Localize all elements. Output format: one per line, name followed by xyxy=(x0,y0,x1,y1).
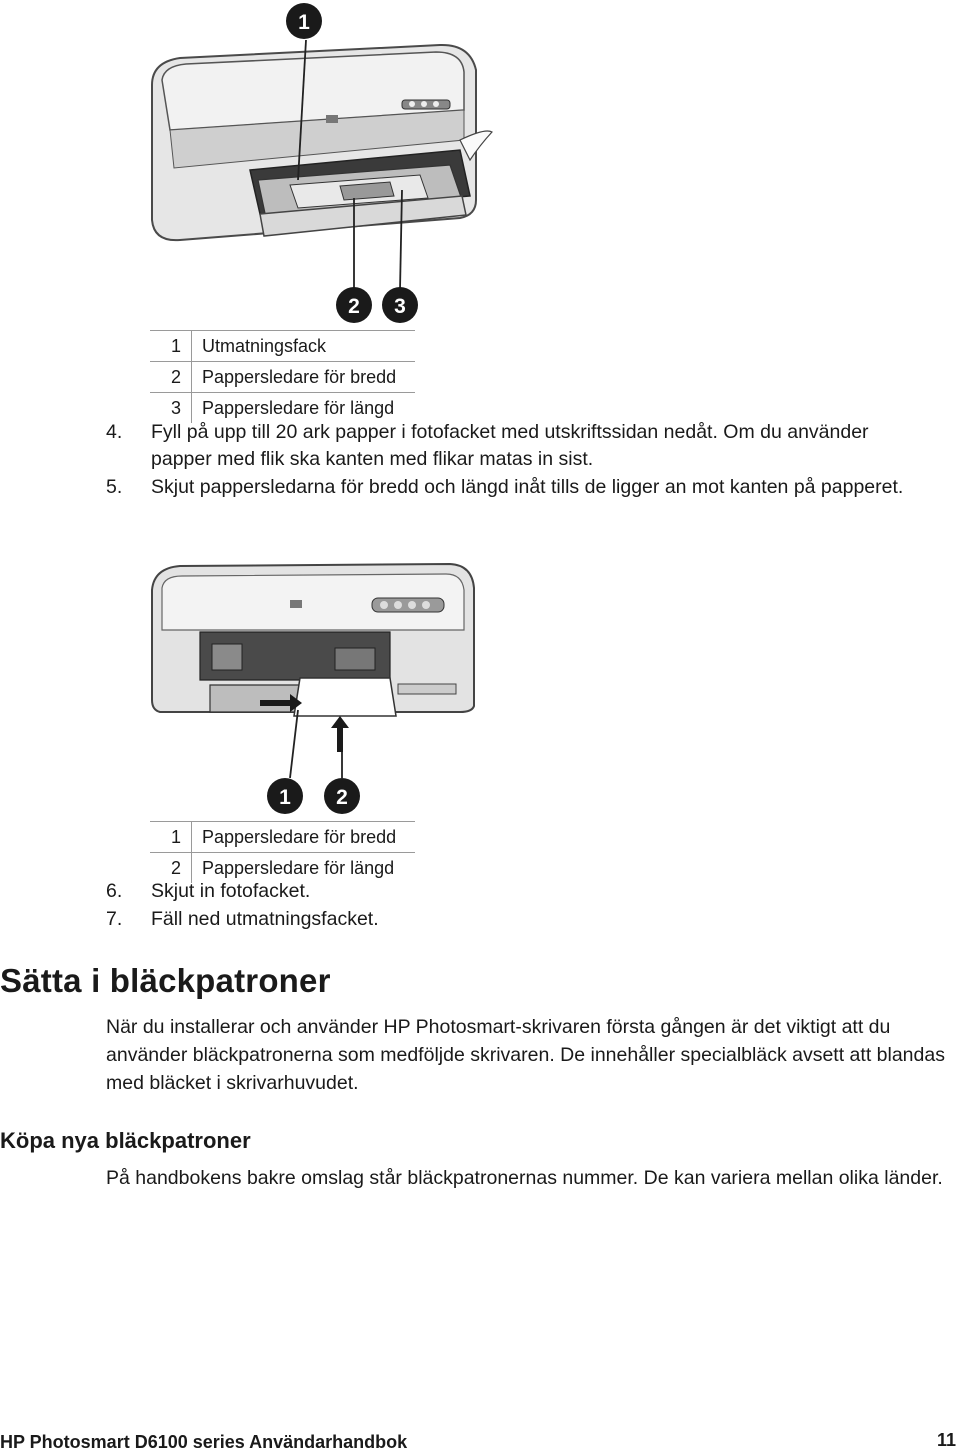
callout-1 xyxy=(267,778,303,814)
step-item xyxy=(106,878,926,906)
callout-2 xyxy=(336,287,372,323)
step-text: Fyll på upp till 20 ark papper i fotofacket med utskriftssidan nedåt. Om du använder papper med flik ska kanten med flikar matas in sist. xyxy=(151,421,869,470)
legend-label: Pappersledare för bredd xyxy=(192,362,416,393)
subsection-paragraph: På handbokens bakre omslag står bläckpatronernas nummer. De kan variera mellan olika länder. xyxy=(106,1167,943,1189)
legend-label: Utmatningsfack xyxy=(192,331,416,362)
svg-text:3: 3 xyxy=(394,295,406,318)
legend-row xyxy=(150,331,415,362)
footer-title: HP Photosmart D6100 series Användarhandbok xyxy=(0,1432,408,1452)
callout-3 xyxy=(382,287,418,323)
section-heading: Sätta i bläckpatroner xyxy=(0,962,331,999)
step-number: 5. xyxy=(106,476,123,498)
subsection-heading: Köpa nya bläckpatroner xyxy=(0,1128,251,1153)
step-text: Skjut in fotofacket. xyxy=(151,880,311,902)
legend-row xyxy=(150,822,415,853)
legend-number: 2 xyxy=(150,853,192,884)
legend-table-1 xyxy=(150,330,415,423)
legend-number: 1 xyxy=(150,822,192,853)
svg-text:1: 1 xyxy=(298,11,310,34)
step-item xyxy=(106,474,926,530)
step-text: Skjut pappersledarna för bredd och längd inåt tills de ligger an mot kanten på papperet. xyxy=(151,476,904,498)
legend-label: Pappersledare för längd xyxy=(192,393,416,424)
legend-table-2 xyxy=(150,821,415,883)
step-item xyxy=(106,419,926,475)
svg-text:2: 2 xyxy=(336,786,348,809)
legend-number: 3 xyxy=(150,393,192,424)
callout-1 xyxy=(286,3,322,39)
step-text: Fäll ned utmatningsfacket. xyxy=(151,908,379,930)
printer-illustration-photo-tray xyxy=(140,560,490,820)
step-number: 7. xyxy=(106,908,123,930)
callout-2 xyxy=(324,778,360,814)
legend-label: Pappersledare för bredd xyxy=(192,822,416,853)
legend-row xyxy=(150,362,415,393)
step-number: 4. xyxy=(106,421,123,443)
printer-illustration-output-tray xyxy=(140,0,500,330)
legend-number: 2 xyxy=(150,362,192,393)
step-item xyxy=(106,906,926,934)
step-number: 6. xyxy=(106,880,123,902)
svg-text:2: 2 xyxy=(348,295,360,318)
section-paragraph: När du installerar och använder HP Photosmart-skrivaren första gången är det viktigt att du använder bläckpatronerna som medföljde skrivaren. De innehåller specialbläck avsett att blandas med bläcket i skrivarhuvudet. xyxy=(106,1016,945,1094)
legend-number: 1 xyxy=(150,331,192,362)
svg-text:1: 1 xyxy=(279,786,291,809)
page-number: 11 xyxy=(936,1430,956,1450)
legend-label: Pappersledare för längd xyxy=(192,853,416,884)
